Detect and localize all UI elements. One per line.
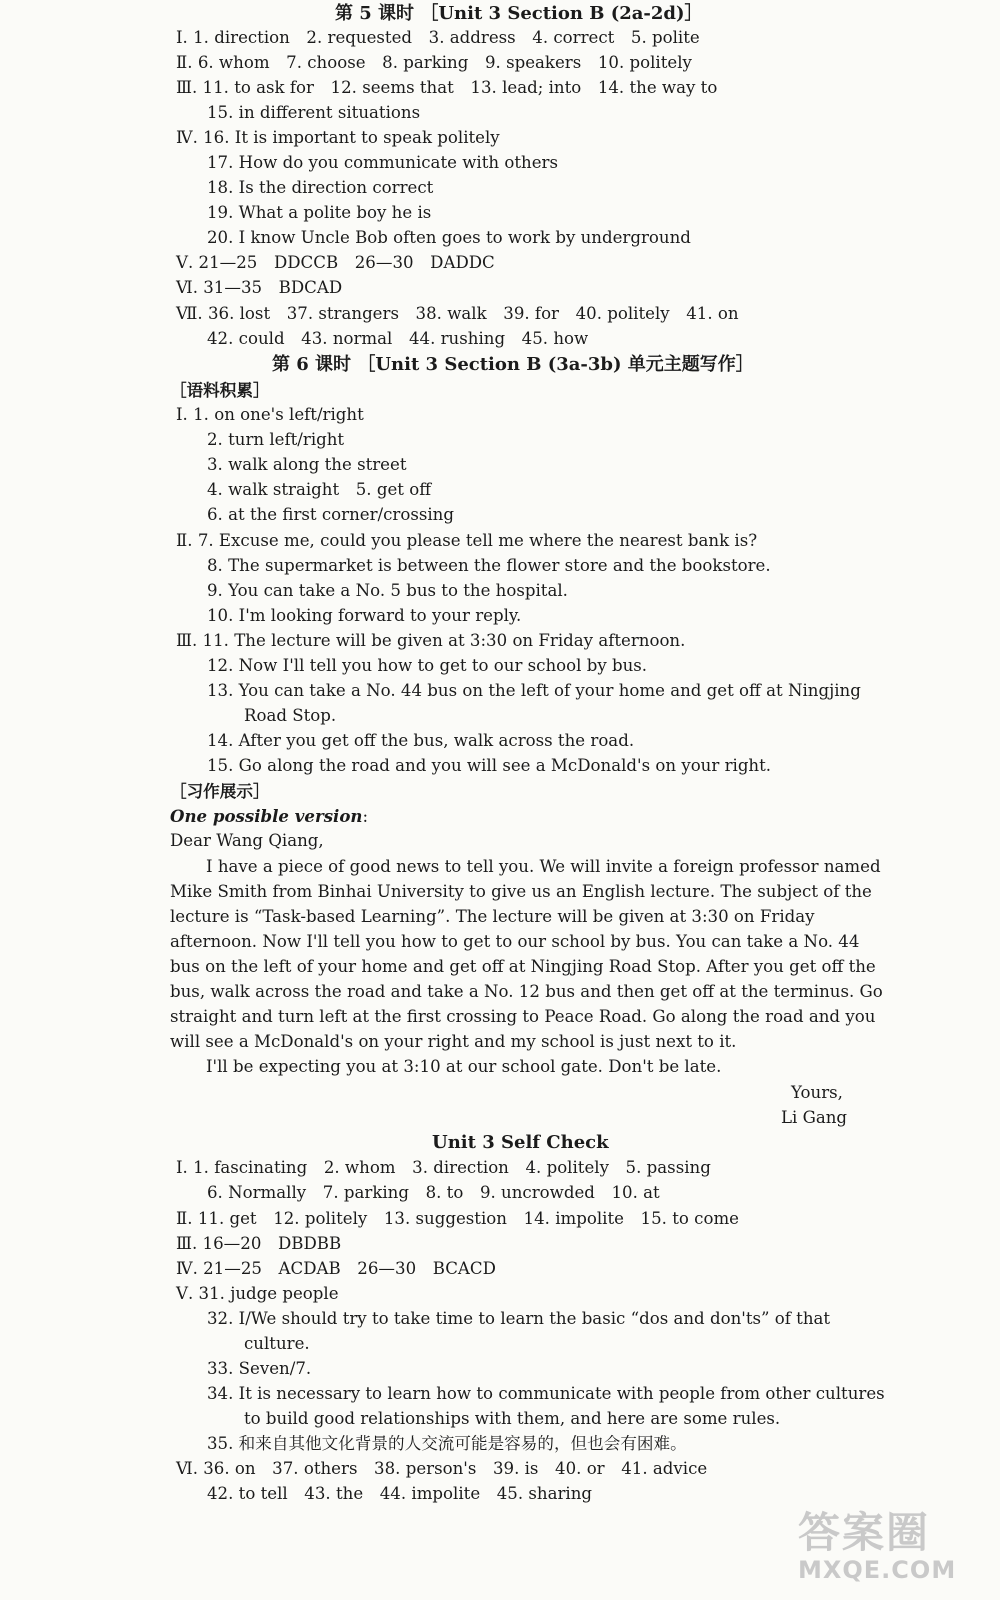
answer-line: 33. Seven/7.: [207, 1359, 312, 1378]
letter-line: I have a piece of good news to tell you. We will invite a foreign professor named: [206, 857, 881, 876]
answer-line: 2. turn left/right: [207, 430, 345, 449]
answer-line: 4. walk straight 5. get off: [207, 480, 431, 499]
letter-line: lecture is “Task-based Learning”. The lecture will be given at 3:30 on Friday: [170, 907, 815, 926]
answer-line: 34. It is necessary to learn how to communicate with people from other cultures: [207, 1384, 885, 1403]
answer-line: 15. in different situations: [207, 103, 421, 122]
letter-line: bus, walk across the road and take a No. 12 bus and then get off at the terminus. Go: [170, 982, 883, 1001]
answer-line: 14. After you get off the bus, walk across the road.: [207, 731, 635, 750]
answer-line: 8. The supermarket is between the flower store and the bookstore.: [207, 556, 771, 575]
answer-line: Ⅱ. 7. Excuse me, could you please tell me where the nearest bank is?: [176, 531, 758, 550]
letter-line: afternoon. Now I'll tell you how to get to our school by bus. You can take a No. 44: [170, 932, 860, 951]
letter-line: Mike Smith from Binhai University to give us an English lecture. The subject of the: [170, 882, 872, 901]
answer-line: Ⅰ. 1. direction 2. requested 3. address 4. correct 5. polite: [176, 28, 700, 47]
answer-line: Ⅶ. 36. lost 37. strangers 38. walk 39. for 40. politely 41. on: [176, 304, 739, 323]
answer-line: 3. walk along the street: [207, 455, 407, 474]
letter-line: I'll be expecting you at 3:10 at our school gate. Don't be late.: [206, 1057, 722, 1076]
answer-line: Ⅳ. 16. It is important to speak politely: [176, 128, 500, 147]
watermark-bottom: MXQE.COM: [798, 1556, 957, 1584]
letter-closing: Yours,: [791, 1083, 843, 1102]
answer-line: 6. at the first corner/crossing: [207, 505, 454, 524]
letter-signature: Li Gang: [781, 1108, 848, 1127]
letter-salutation: Dear Wang Qiang,: [170, 831, 324, 850]
answer-line: Ⅳ. 21—25 ACDAB 26—30 BCACD: [176, 1259, 496, 1278]
lesson6-title: 第 6 课时 ［Unit 3 Section B (3a-3b) 单元主题写作］: [272, 354, 754, 375]
watermark-top: 答案圈: [798, 1508, 931, 1557]
answer-line: 9. You can take a No. 5 bus to the hospital.: [207, 581, 568, 600]
answer-line: 17. How do you communicate with others: [207, 153, 558, 172]
answer-line: Ⅰ. 1. on one's left/right: [176, 405, 364, 424]
answer-line: 13. You can take a No. 44 bus on the left of your home and get off at Ningjing: [207, 681, 861, 700]
letter-line: will see a McDonald's on your right and my school is just next to it.: [170, 1032, 737, 1051]
writing-heading: ［习作展示］: [170, 781, 270, 801]
letter-line: straight and turn left at the first crossing to Peace Road. Go along the road and you: [170, 1007, 876, 1026]
answer-line: 20. I know Uncle Bob often goes to work by underground: [207, 228, 691, 247]
answer-line: 6. Normally 7. parking 8. to 9. uncrowded 10. at: [207, 1183, 660, 1202]
answer-line: Ⅲ. 11. The lecture will be given at 3:30 on Friday afternoon.: [176, 631, 686, 650]
version-label-line: [170, 806, 368, 827]
answer-line: Ⅴ. 21—25 DDCCB 26—30 DADDC: [176, 253, 495, 272]
answer-line: 42. could 43. normal 44. rushing 45. how: [207, 329, 589, 348]
version-label: One possible version: [170, 806, 363, 826]
corpus-heading: ［语料积累］: [170, 380, 270, 400]
answer-line: 42. to tell 43. the 44. impolite 45. sharing: [207, 1484, 593, 1503]
answer-line: 10. I'm looking forward to your reply.: [207, 606, 522, 625]
answer-line: Ⅲ. 11. to ask for 12. seems that 13. lead; into 14. the way to: [176, 78, 718, 97]
answer-line: Ⅱ. 6. whom 7. choose 8. parking 9. speakers 10. politely: [176, 53, 692, 72]
answer-line: 19. What a polite boy he is: [207, 203, 432, 222]
answer-line: 32. I/We should try to take time to learn the basic “dos and don'ts” of that: [207, 1309, 831, 1328]
answer-line: Ⅵ. 31—35 BDCAD: [176, 278, 343, 297]
answer-line: Ⅰ. 1. fascinating 2. whom 3. direction 4. politely 5. passing: [176, 1158, 711, 1177]
answer-line: 15. Go along the road and you will see a McDonald's on your right.: [207, 756, 772, 775]
answer-line: Ⅱ. 11. get 12. politely 13. suggestion 14. impolite 15. to come: [176, 1209, 739, 1228]
answer-line: 12. Now I'll tell you how to get to our school by bus.: [207, 656, 648, 675]
answer-line: Ⅵ. 36. on 37. others 38. person's 39. is 40. or 41. advice: [176, 1459, 708, 1478]
answer-line: to build good relationships with them, and here are some rules.: [244, 1409, 781, 1428]
watermark-logo: [798, 1510, 978, 1590]
letter-line: bus on the left of your home and get off at Ningjing Road Stop. After you get off the: [170, 957, 876, 976]
version-colon: :: [362, 807, 369, 826]
answer-line: Road Stop.: [244, 706, 337, 725]
answer-line: culture.: [244, 1334, 310, 1353]
answer-line: 18. Is the direction correct: [207, 178, 434, 197]
answer-line: 35. 和来自其他文化背景的人交流可能是容易的，但也会有困难。: [207, 1434, 687, 1453]
lesson5-title: 第 5 课时 ［Unit 3 Section B (2a-2d)］: [335, 3, 703, 24]
answer-line: Ⅴ. 31. judge people: [176, 1284, 339, 1303]
selfcheck-title: Unit 3 Self Check: [432, 1132, 609, 1153]
answer-line: Ⅲ. 16—20 DBDBB: [176, 1234, 342, 1253]
